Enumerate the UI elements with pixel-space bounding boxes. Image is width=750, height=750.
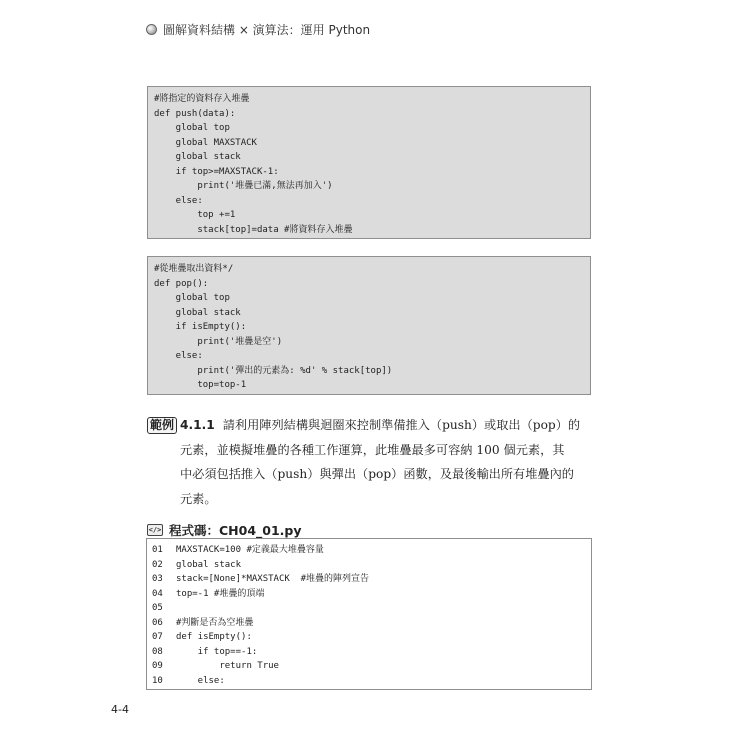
disc-icon (146, 24, 157, 35)
line-number: 02 (152, 559, 163, 570)
listing-line (152, 630, 591, 645)
code-line: else: (154, 195, 203, 206)
line-number: 09 (152, 661, 163, 671)
example-text: 請利用陣列結構與迴圈來控制準備推入（push）或取出（pop）的 (222, 418, 581, 432)
code-box-pop (147, 256, 591, 395)
example-line: 中必須包括推入（push）與彈出（pop）函數，及最後輸出所有堆疊內的 (180, 467, 574, 481)
page-number: 4-4 (111, 703, 129, 716)
code-line: print('堆疊是空') (154, 336, 283, 347)
listing-code: return True (176, 661, 279, 671)
code-line: top=top-1 (154, 380, 247, 390)
code-line: global top (154, 293, 230, 303)
example-line: 元素。 (180, 491, 217, 506)
program-title: 程式碼：CH04_01.py (169, 523, 302, 538)
line-number: 06 (152, 617, 163, 628)
listing-line (152, 601, 591, 616)
listing-line (152, 572, 591, 587)
listing-line (152, 587, 591, 602)
code-box-push (147, 86, 591, 239)
listing-line (152, 674, 591, 689)
listing-line (152, 659, 591, 674)
code-line: #將指定的資料存入堆疊 (154, 94, 250, 104)
program-listing (146, 538, 592, 690)
listing-code: stack=[None]*MAXSTACK #堆疊的陣列宣告 (176, 574, 370, 584)
listing-line (152, 558, 591, 573)
listing-line (152, 645, 591, 660)
code-line: #從堆疊取出資料*/ (154, 264, 234, 274)
line-number: 01 (152, 545, 163, 555)
example-number: 4.1.1 (180, 418, 215, 432)
example-block (147, 413, 597, 511)
code-line: else: (154, 351, 203, 361)
line-number: 07 (152, 632, 163, 642)
code-icon: </> (148, 526, 162, 534)
code-line: stack[top]=data #將資料存入堆疊 (154, 224, 353, 235)
listing-line (152, 543, 591, 558)
code-line: if top>=MAXSTACK-1: (154, 166, 279, 177)
running-header (146, 21, 370, 38)
code-line: if isEmpty(): (154, 322, 247, 332)
code-line: def push(data): (154, 108, 236, 119)
line-number: 10 (152, 675, 163, 686)
line-number: 08 (152, 646, 163, 657)
line-number: 04 (152, 588, 163, 599)
listing-code: #判斷是否為空堆疊 (176, 617, 254, 628)
program-heading (147, 521, 302, 539)
listing-code: else: (176, 675, 225, 686)
example-line: 元素，並模擬堆疊的各種工作運算，此堆疊最多可容納 100 個元素，其 (180, 442, 565, 457)
line-number: 05 (152, 603, 163, 613)
code-line: print('堆疊已滿,無法再加入') (154, 181, 333, 191)
code-line: global stack (154, 152, 241, 162)
listing-code: global stack (176, 559, 242, 570)
code-line: global top (154, 123, 230, 133)
example-line (147, 413, 597, 438)
code-line: def pop(): (154, 278, 209, 289)
code-line: top +=1 (154, 210, 236, 220)
code-line: global MAXSTACK (154, 137, 257, 148)
code-line: print('彈出的元素為: %d' % stack[top]) (154, 365, 393, 376)
listing-code: MAXSTACK=100 #定義最大堆疊容量 (176, 545, 324, 555)
line-number: 03 (152, 574, 163, 584)
example-badge: 範例 (147, 417, 177, 434)
listing-code: def isEmpty(): (176, 632, 252, 642)
book-title: 圖解資料結構 × 演算法：運用 Python (163, 23, 371, 37)
listing-code: top=-1 #堆疊的頂端 (176, 588, 265, 599)
code-line: global stack (154, 307, 241, 318)
listing-code: if top==-1: (176, 646, 258, 657)
listing-line (152, 616, 591, 631)
